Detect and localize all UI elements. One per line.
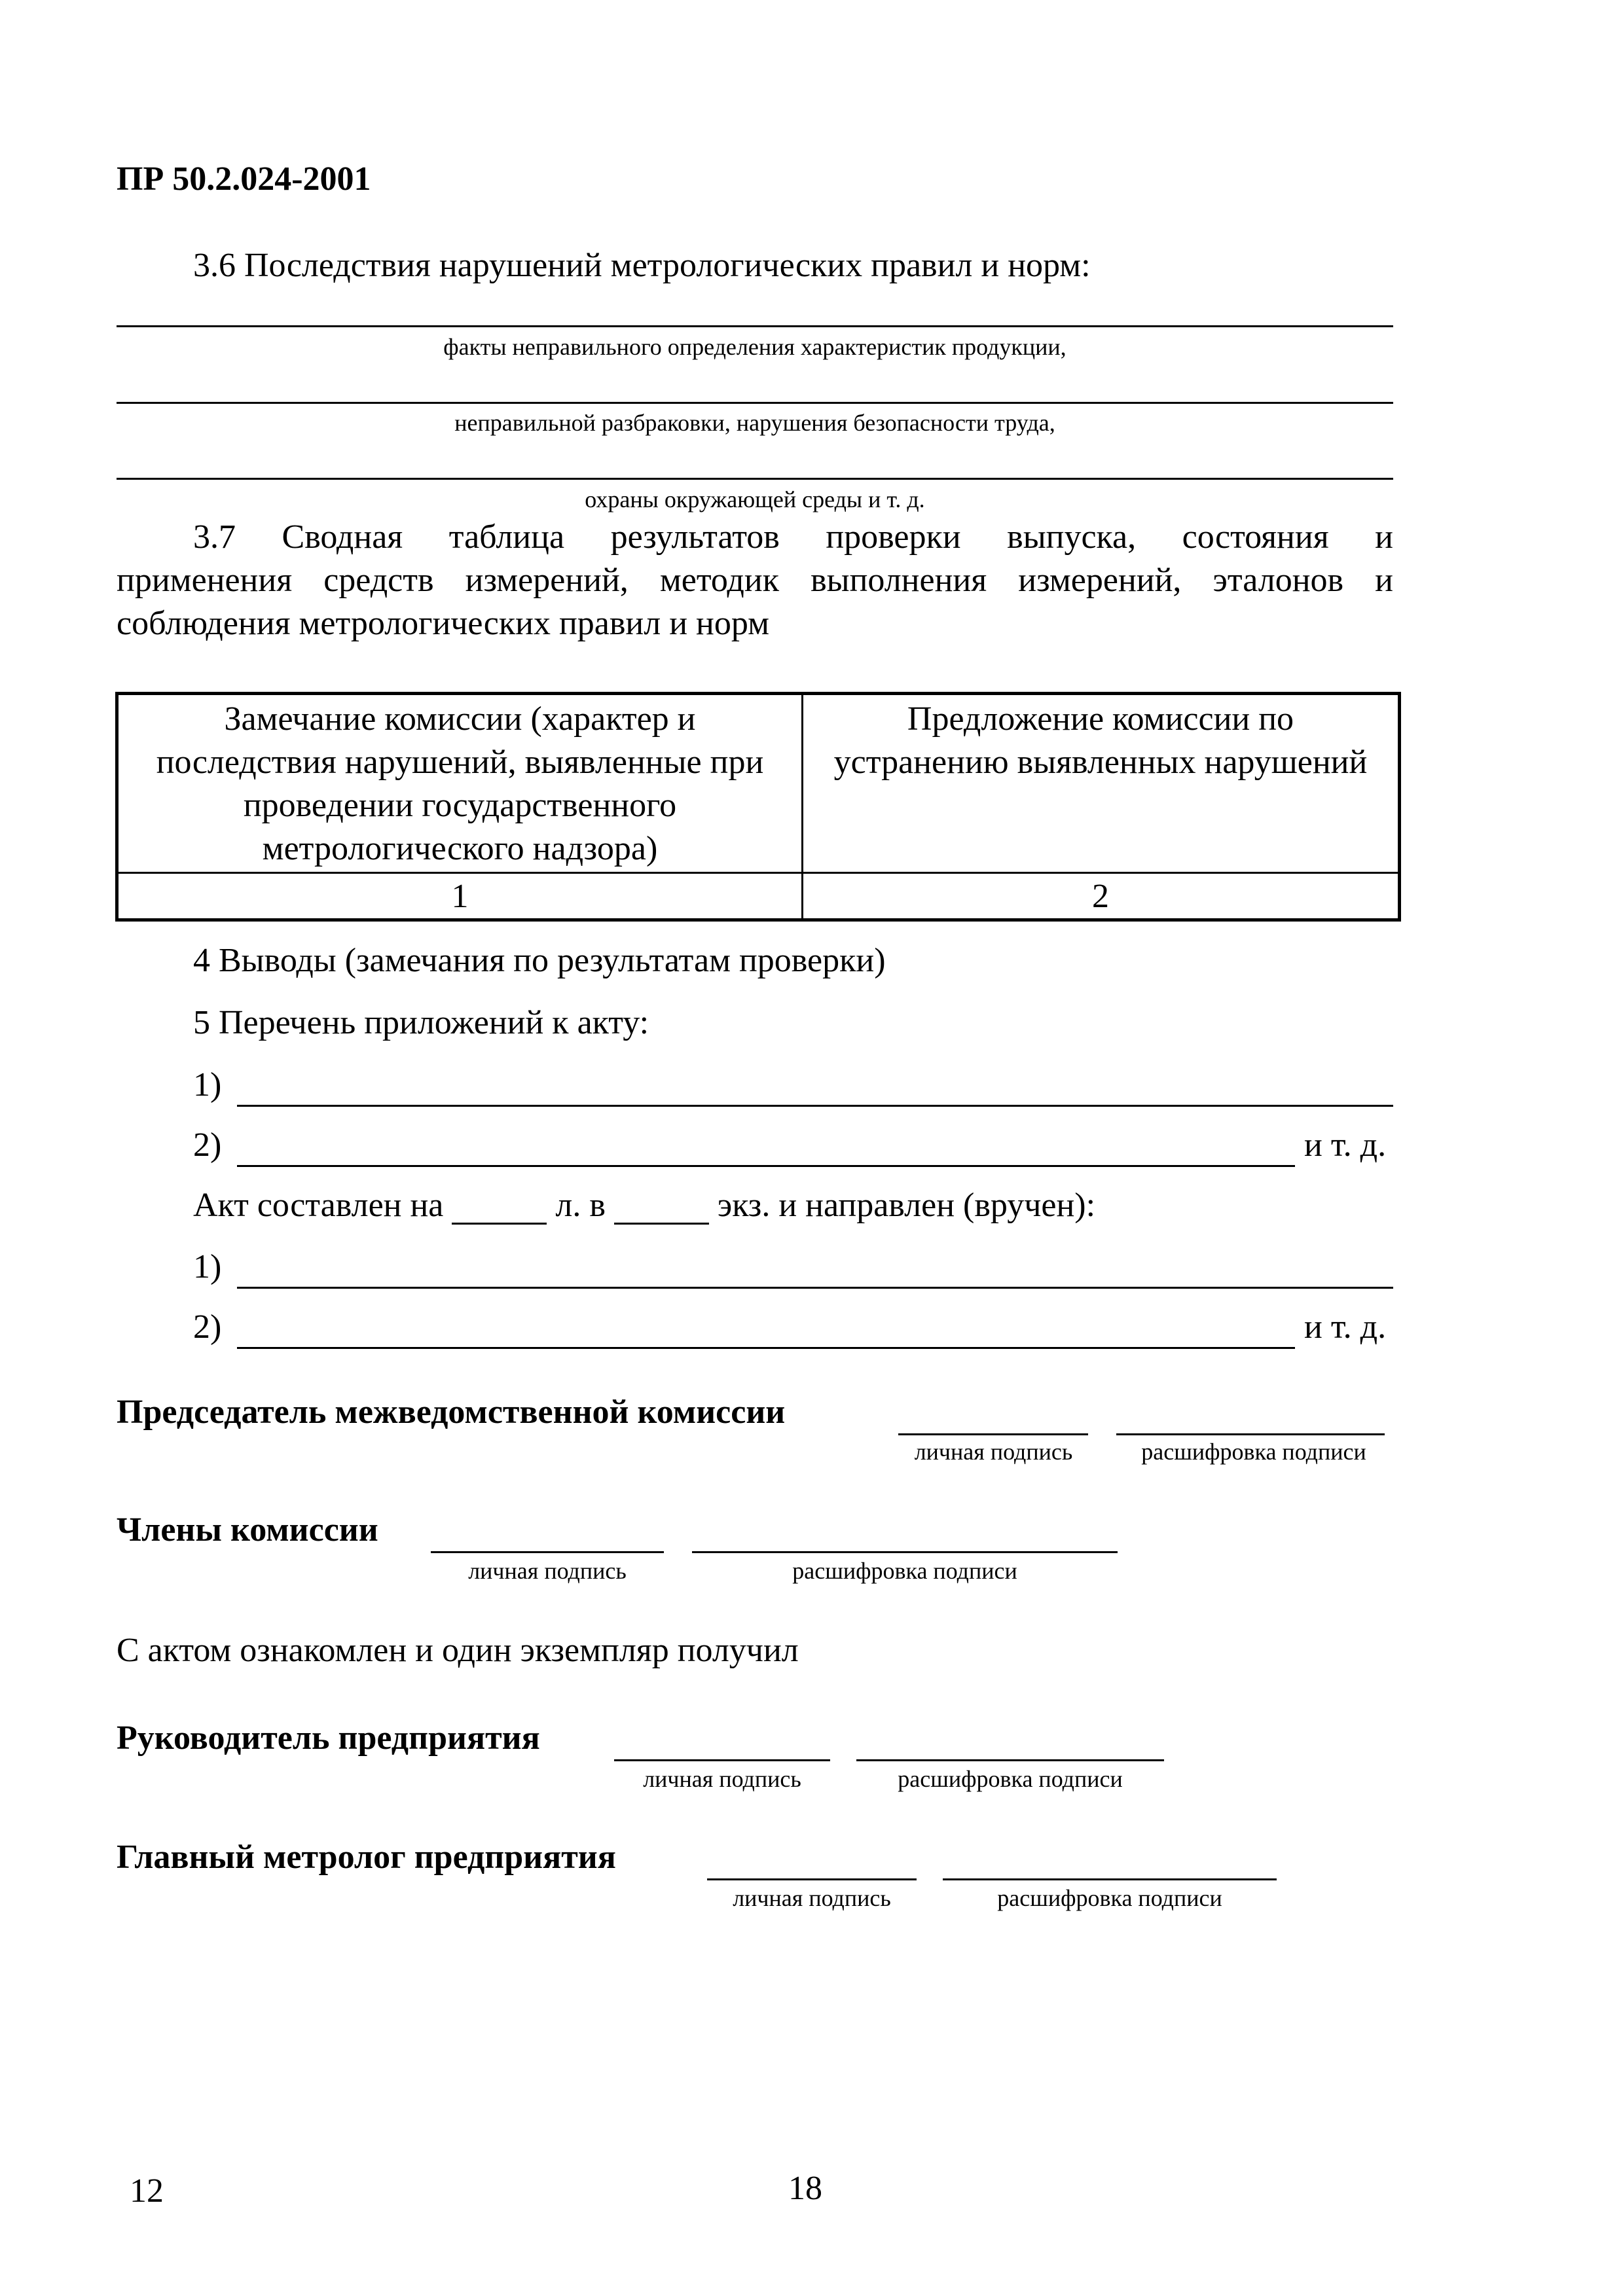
metrologist-decoding-caption: расшифровка подписи — [997, 1885, 1222, 1911]
members-signature-caption: личная подпись — [468, 1558, 627, 1584]
fill-hint-1: факты неправильного определения характеристик продукции, — [443, 334, 1067, 360]
head-decoding-caption: расшифровка подписи — [898, 1766, 1123, 1792]
head-signature-line — [614, 1759, 830, 1761]
appendix-item-2-label: 2) — [193, 1126, 222, 1164]
members-label: Члены комиссии — [117, 1511, 378, 1549]
appendix-item-2-line — [237, 1165, 1295, 1167]
fill-hint-2: неправильной разбраковки, нарушения безопасности труда, — [454, 410, 1055, 436]
fill-line-2 — [117, 402, 1393, 404]
appendix-etc: и т. д. — [1304, 1126, 1387, 1164]
metrologist-signature-line — [707, 1878, 917, 1880]
page-number-left: 12 — [130, 2172, 164, 2210]
section-4-conclusions: 4 Выводы (замечания по результатам проверки) — [193, 942, 886, 979]
appendix-item-1-label: 1) — [193, 1066, 222, 1103]
summary-table — [115, 692, 1401, 922]
head-signature-caption: личная подпись — [643, 1766, 801, 1792]
recipient-item-1-label: 1) — [193, 1248, 222, 1285]
table-column-number-2: 2 — [803, 873, 1400, 920]
chairman-label: Председатель межведомственной комиссии — [117, 1393, 786, 1431]
section-3-7-paragraph — [117, 516, 1393, 645]
metrologist-label: Главный метролог предприятия — [117, 1839, 616, 1876]
fill-hint-3: охраны окружающей среды и т. д. — [585, 486, 925, 512]
section-3-7-line-3: соблюдения метрологических правил и норм — [117, 605, 769, 642]
section-3-7-line-2: применения средств измерений, методик выполнения измерений, эталонов и — [117, 562, 1393, 599]
metrologist-signature-caption: личная подпись — [733, 1885, 891, 1911]
members-decoding-caption: расшифровка подписи — [792, 1558, 1017, 1584]
recipient-etc: и т. д. — [1304, 1308, 1387, 1346]
recipient-item-2-label: 2) — [193, 1308, 222, 1346]
chairman-signature-line — [898, 1433, 1088, 1435]
head-decoding-line — [856, 1759, 1164, 1761]
section-3-6-title: 3.6 Последствия нарушений метрологических правил и норм: — [193, 247, 1091, 284]
table-column-number-1: 1 — [117, 873, 803, 920]
act-copies-blank — [614, 1189, 709, 1225]
act-sheets-blank — [452, 1189, 547, 1225]
appendix-item-1-line — [237, 1105, 1393, 1107]
section-3-7-line-1: 3.7 Сводная таблица результатов проверки выпуска, состояния и — [193, 518, 1393, 556]
table-header-proposals: Предложение комиссии по устранению выявленных нарушений — [803, 694, 1400, 873]
recipient-item-2-line — [237, 1347, 1295, 1349]
chairman-decoding-caption: расшифровка подписи — [1141, 1439, 1366, 1465]
members-signature-line — [431, 1551, 664, 1553]
act-compiled-line — [193, 1189, 1095, 1225]
act-text-part1: Акт составлен на — [193, 1187, 444, 1224]
page-number-center: 18 — [788, 2170, 822, 2207]
chairman-decoding-line — [1116, 1433, 1385, 1435]
table-header-remarks: Замечание комиссии (характер и последствия нарушений, выявленные при проведении государственного метрологического надзора) — [117, 694, 803, 873]
members-decoding-line — [692, 1551, 1118, 1553]
act-text-part2: л. в — [555, 1187, 606, 1224]
document-code: ПР 50.2.024-2001 — [117, 160, 371, 198]
act-text-part3: экз. и направлен (вручен): — [717, 1187, 1096, 1224]
recipient-item-1-line — [237, 1287, 1393, 1289]
acknowledged-text: С актом ознакомлен и один экземпляр получил — [117, 1632, 799, 1669]
section-5-title: 5 Перечень приложений к акту: — [193, 1004, 649, 1041]
fill-line-1 — [117, 325, 1393, 327]
head-label: Руководитель предприятия — [117, 1719, 540, 1757]
chairman-signature-caption: личная подпись — [914, 1439, 1073, 1465]
metrologist-decoding-line — [943, 1878, 1277, 1880]
fill-line-3 — [117, 478, 1393, 480]
